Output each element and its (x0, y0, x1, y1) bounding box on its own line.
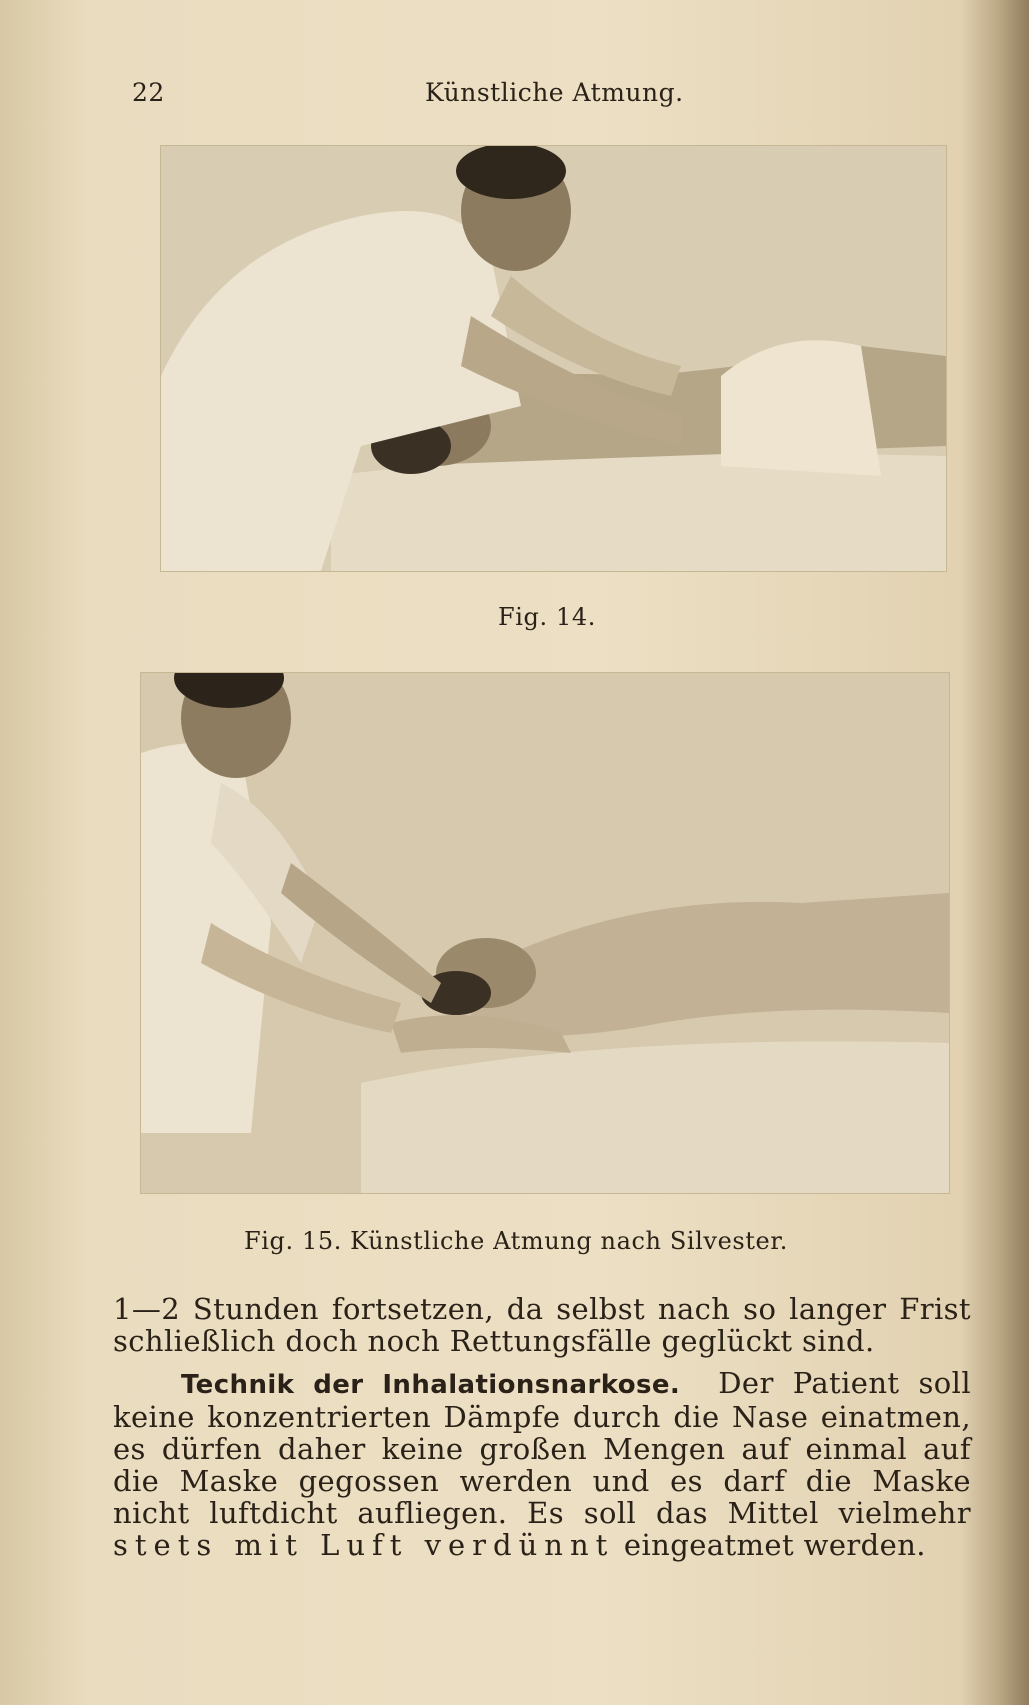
text-line: es dürfen daher keine großen Mengen auf einmal auf (113, 1432, 971, 1466)
text-line: nicht luftdicht aufliegen. Es soll das Mittel vielmehr (113, 1496, 971, 1530)
text-line (113, 1529, 971, 1561)
text-line: keine konzentrierten Dämpfe durch die Nase einatmen, (113, 1400, 971, 1434)
page-header (130, 72, 900, 112)
text-line (113, 1367, 971, 1401)
figure-15-photo (140, 672, 950, 1194)
text-line: 1—2 Stunden fortsetzen, da selbst nach so langer Frist (113, 1292, 971, 1326)
emphasized-text: stets mit Luft verdünnt (113, 1528, 615, 1562)
figure-14-photo (160, 145, 947, 572)
running-title: Künstliche Atmung. (425, 78, 684, 107)
text-fragment: eingeatmet werden. (623, 1528, 926, 1562)
text-fragment: Der Patient soll (718, 1366, 971, 1400)
figure-14-caption: Fig. 14. (498, 603, 596, 631)
figure-15-caption: Fig. 15. Künstliche Atmung nach Silvester. (244, 1227, 789, 1255)
page-number: 22 (132, 78, 165, 107)
text-line: schließlich doch noch Rettungsfälle geglückt sind. (113, 1324, 875, 1358)
text-line: die Maske gegossen werden und es darf die Maske (113, 1464, 971, 1498)
section-heading: Technik der Inhalationsnarkose. (181, 1370, 681, 1400)
body-text (113, 1293, 971, 1561)
